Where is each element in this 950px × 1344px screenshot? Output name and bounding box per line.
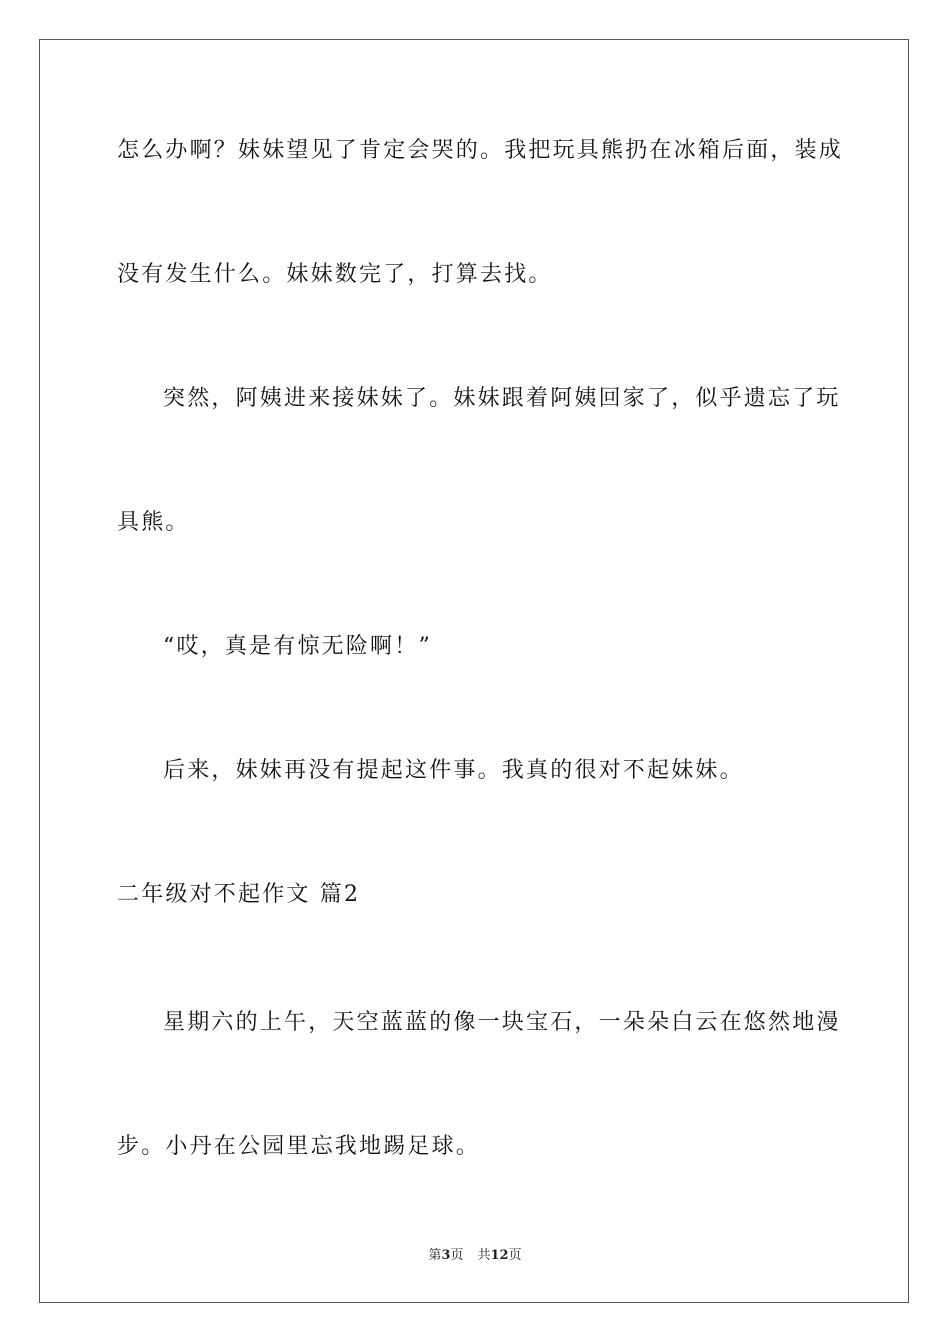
body-text-line-2: 没有发生什么。妹妹数完了，打算去找。 [117, 262, 553, 287]
footer-total-suffix: 页 [508, 1248, 522, 1263]
body-text-line-8: 步。小丹在公园里忘我地踢足球。 [117, 1134, 481, 1159]
body-text-line-1: 怎么办啊？妹妹望见了肯定会哭的。我把玩具熊扔在冰箱后面，装成 [117, 138, 844, 163]
footer-page-total: 12 [490, 1248, 509, 1263]
footer-total-prefix: 共 [477, 1248, 491, 1263]
body-text-line-4: 具熊。 [117, 510, 190, 535]
footer-page-current: 3 [441, 1248, 451, 1263]
body-text-line-6: 后来，妹妹再没有提起这件事。我真的很对不起妹妹。 [163, 758, 744, 783]
page-border [39, 39, 909, 1303]
body-text-line-5: “哎，真是有惊无险啊！” [163, 634, 432, 659]
page-footer [0, 1247, 950, 1265]
footer-page-suffix: 页 [450, 1248, 464, 1263]
section-heading: 二年级对不起作文 篇2 [117, 882, 361, 907]
footer-page-prefix: 第 [428, 1248, 442, 1263]
body-text-line-7: 星期六的上午，天空蓝蓝的像一块宝石，一朵朵白云在悠然地漫 [163, 1010, 841, 1035]
body-text-line-3: 突然，阿姨进来接妹妹了。妹妹跟着阿姨回家了，似乎遗忘了玩 [163, 386, 841, 411]
